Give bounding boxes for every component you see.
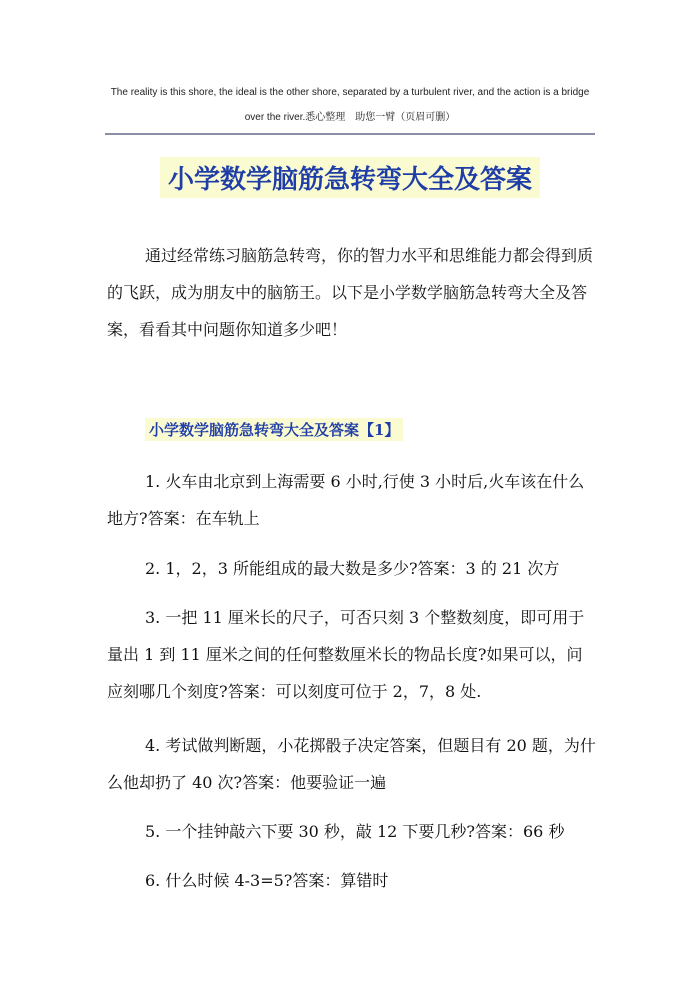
qa-item: 4. 考试做判断题，小花掷骰子决定答案，但题目有 20 题，为什么他却扔了 40 次?答案：他要验证一遍 — [107, 736, 596, 792]
qa-item: 6. 什么时候 4-3=5?答案：算错时 — [145, 871, 389, 890]
document-title: 小学数学脑筋急转弯大全及答案 — [160, 157, 540, 198]
header-divider — [105, 133, 595, 135]
qa-item: 3. 一把 11 厘米长的尺子，可否只刻 3 个整数刻度，即可用于量出 1 到 11 厘米之间的任何整数厘米长的物品长度?如果可以，问应刻哪几个刻度?答案：可以刻度可位于 2，7，8 处. — [107, 608, 585, 701]
qa-item: 2. 1，2，3 所能组成的最大数是多少?答案：3 的 21 次方 — [145, 559, 560, 578]
page-header-line-2: over the river.悉心整理 助您一臂（页眉可删） — [244, 112, 456, 123]
qa-item: 1. 火车由北京到上海需要 6 小时,行使 3 小时后,火车该在什么地方?答案：在车轨上 — [107, 472, 585, 528]
section-heading: 小学数学脑筋急转弯大全及答案【1】 — [145, 418, 403, 441]
section-heading-container — [145, 418, 403, 441]
intro-paragraph: 通过经常练习脑筋急转弯，你的智力水平和思维能力都会得到质的飞跃，成为朋友中的脑筋王。以下是小学数学脑筋急转弯大全及答案，看看其中问题你知道多少吧！ — [107, 246, 594, 339]
title-container — [0, 157, 700, 198]
qa-item: 5. 一个挂钟敲六下要 30 秒，敲 12 下要几秒?答案：66 秒 — [145, 822, 565, 841]
page-header-line-1: The reality is this shore, the ideal is the other shore, separated by a turbulent river, and the action is a bridge — [110, 87, 590, 98]
